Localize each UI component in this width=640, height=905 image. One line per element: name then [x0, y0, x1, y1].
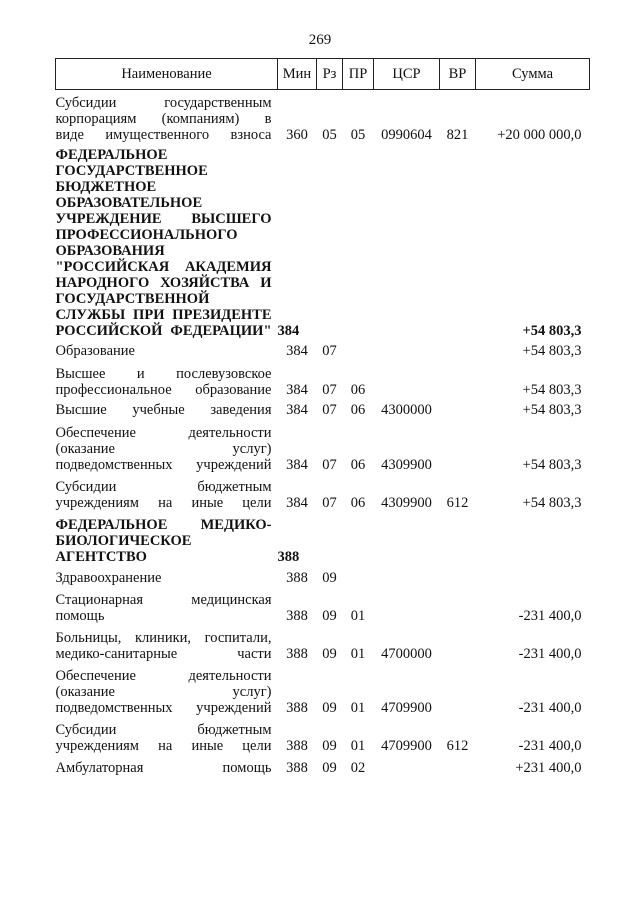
- row-name-line: НАРОДНОГО ХОЗЯЙСТВА И: [55, 275, 272, 291]
- header-pr: ПР: [343, 59, 374, 90]
- row-name-line: учреждениям на иные цели: [55, 738, 272, 754]
- row-min: 384: [277, 323, 300, 339]
- row-name-line: ГОСУДАРСТВЕННОЕ: [55, 163, 208, 179]
- row-csr: [374, 359, 440, 398]
- row-name-line: АГЕНТСТВО: [55, 549, 147, 565]
- header-min: Мин: [278, 59, 317, 90]
- row-csr: 0990604: [381, 127, 432, 143]
- row-name-line: (оказание услуг): [55, 684, 272, 700]
- row-vr: [440, 398, 476, 418]
- row-rz: 09: [322, 570, 337, 586]
- row-vr: [440, 624, 476, 662]
- row-rz: 09: [322, 700, 337, 716]
- table-row: [56, 624, 590, 662]
- row-pr: 06: [350, 457, 366, 473]
- row-name-line: ФЕДЕРАЛЬНОЕ: [55, 147, 168, 163]
- row-sum: +54 803,3: [522, 457, 582, 473]
- row-csr: [374, 511, 440, 565]
- row-name-line: корпорациям (компаниям) в: [55, 111, 272, 127]
- row-rz: 07: [322, 495, 337, 511]
- row-csr: 4709900: [381, 738, 432, 754]
- row-name-line: профессиональное образование: [55, 382, 272, 398]
- row-name: [56, 90, 278, 144]
- row-pr: 01: [350, 646, 366, 662]
- row-sum: +54 803,3: [522, 402, 582, 418]
- row-name: [56, 339, 278, 359]
- row-name-line: БЮДЖЕТНОЕ: [55, 179, 157, 195]
- row-name: [56, 511, 278, 565]
- row-sum: +20 000 000,0: [497, 127, 582, 143]
- row-name-line: Субсидии государственным: [55, 95, 272, 111]
- table-header-row: [56, 59, 590, 90]
- table-row: [56, 359, 590, 398]
- row-vr: [440, 662, 476, 716]
- table-row: [56, 473, 590, 511]
- row-min: 388: [286, 646, 308, 662]
- row-sum: +54 803,3: [522, 323, 582, 339]
- row-csr: 4709900: [381, 700, 432, 716]
- row-vr: [440, 586, 476, 624]
- table-row: [56, 754, 590, 776]
- row-name-line: ОБРАЗОВАТЕЛЬНОЕ: [55, 195, 203, 211]
- row-vr: [440, 339, 476, 359]
- table-row: [56, 662, 590, 716]
- row-min: 388: [286, 570, 308, 586]
- row-name-line: УЧРЕЖДЕНИЕ ВЫСШЕГО: [55, 211, 272, 227]
- row-pr: [343, 511, 374, 565]
- row-name-line: ОБРАЗОВАНИЯ: [55, 243, 165, 259]
- row-sum: [476, 511, 590, 565]
- row-csr: 4700000: [381, 646, 432, 662]
- row-vr: 612: [446, 738, 469, 754]
- row-name-line: Обеспечение деятельности: [55, 425, 272, 441]
- row-name-line: Больницы, клиники, госпитали,: [55, 630, 272, 646]
- row-name: [56, 586, 278, 624]
- table-row: [56, 90, 590, 144]
- row-pr: [343, 143, 374, 339]
- row-min: 384: [286, 382, 308, 398]
- row-sum: +54 803,3: [522, 495, 582, 511]
- page-number: 269: [308, 32, 332, 48]
- row-vr: [440, 418, 476, 473]
- row-name-line: ГОСУДАРСТВЕННОЙ: [55, 291, 210, 307]
- row-min: 388: [286, 608, 308, 624]
- row-vr: 821: [446, 127, 469, 143]
- row-name: [56, 473, 278, 511]
- row-pr: 01: [350, 738, 366, 754]
- row-name-line: медико-санитарные части: [55, 646, 272, 662]
- row-csr: [374, 565, 440, 586]
- row-name-line: (оказание услуг): [55, 441, 272, 457]
- table-row: [56, 565, 590, 586]
- row-name: [56, 143, 278, 339]
- row-name-line: Высшие учебные заведения: [55, 402, 272, 418]
- row-vr: [440, 143, 476, 339]
- budget-table: [55, 58, 590, 776]
- row-name-line: Обеспечение деятельности: [55, 668, 272, 684]
- header-vr: ВР: [440, 59, 476, 90]
- row-rz: [317, 511, 343, 565]
- row-min: 384: [286, 457, 308, 473]
- header-sum: Сумма: [476, 59, 590, 90]
- row-rz: 05: [322, 127, 337, 143]
- row-pr: 01: [350, 700, 366, 716]
- row-name-line: Высшее и послевузовское: [55, 366, 272, 382]
- row-pr: 02: [350, 760, 366, 776]
- row-name-line: БИОЛОГИЧЕСКОЕ: [55, 533, 192, 549]
- row-pr: [343, 565, 374, 586]
- row-csr: 4309900: [381, 457, 432, 473]
- row-min: 388: [286, 760, 308, 776]
- row-sum: -231 400,0: [518, 646, 582, 662]
- row-name: [56, 359, 278, 398]
- row-name: [56, 716, 278, 754]
- row-name: [56, 418, 278, 473]
- row-name-line: ПРОФЕССИОНАЛЬНОГО: [55, 227, 238, 243]
- table-row: [56, 716, 590, 754]
- row-csr: [374, 143, 440, 339]
- row-name-line: учреждениям на иные цели: [55, 495, 272, 511]
- row-rz: [317, 143, 343, 339]
- row-name: [56, 398, 278, 418]
- row-min: 384: [286, 402, 308, 418]
- row-name: [56, 624, 278, 662]
- row-sum: -231 400,0: [518, 608, 582, 624]
- row-sum: -231 400,0: [518, 700, 582, 716]
- row-name-line: подведомственных учреждений: [55, 700, 272, 716]
- row-name-line: Субсидии бюджетным: [55, 479, 272, 495]
- row-name-line: Стационарная медицинская: [55, 592, 272, 608]
- row-rz: 07: [322, 457, 337, 473]
- row-min: 384: [286, 495, 308, 511]
- table-row: [56, 339, 590, 359]
- row-rz: 09: [322, 646, 337, 662]
- row-sum: +231 400,0: [515, 760, 582, 776]
- row-name-line: "РОССИЙСКАЯ АКАДЕМИЯ: [55, 259, 272, 275]
- row-rz: 09: [322, 760, 337, 776]
- table-row: [56, 398, 590, 418]
- row-csr: [374, 586, 440, 624]
- row-pr: 01: [350, 608, 366, 624]
- row-csr: [374, 339, 440, 359]
- row-sum: +54 803,3: [522, 343, 582, 359]
- row-rz: 07: [322, 402, 337, 418]
- table-row: [56, 586, 590, 624]
- row-vr: 612: [446, 495, 469, 511]
- header-csr: ЦСР: [374, 59, 440, 90]
- row-pr: 06: [350, 402, 366, 418]
- row-pr: [343, 339, 374, 359]
- row-csr: 4300000: [381, 402, 432, 418]
- row-name-line: Амбулаторная помощь: [55, 760, 272, 776]
- row-vr: [440, 359, 476, 398]
- row-rz: 09: [322, 738, 337, 754]
- row-min: 388: [277, 549, 300, 565]
- row-sum: [476, 565, 590, 586]
- row-min: 388: [286, 700, 308, 716]
- row-min: 388: [286, 738, 308, 754]
- row-sum: +54 803,3: [522, 382, 582, 398]
- row-sum: -231 400,0: [518, 738, 582, 754]
- row-min: 384: [286, 343, 308, 359]
- header-rz: Рз: [317, 59, 343, 90]
- header-name: Наименование: [56, 59, 278, 90]
- row-pr: 06: [350, 382, 366, 398]
- table-row: [56, 511, 590, 565]
- row-name: [56, 754, 278, 776]
- row-name-line: виде имущественного взноса: [55, 127, 272, 143]
- row-name-line: Субсидии бюджетным: [55, 722, 272, 738]
- row-name-line: ФЕДЕРАЛЬНОЕ МЕДИКО-: [55, 517, 272, 533]
- row-min: 360: [286, 127, 308, 143]
- row-csr: 4309900: [381, 495, 432, 511]
- row-name-line: подведомственных учреждений: [55, 457, 272, 473]
- row-name: [56, 565, 278, 586]
- row-rz: 09: [322, 608, 337, 624]
- row-name-line: помощь: [55, 608, 105, 624]
- row-name-line: Здравоохранение: [55, 570, 162, 586]
- row-pr: 06: [350, 495, 366, 511]
- row-name-line: Образование: [55, 343, 135, 359]
- table-row: [56, 418, 590, 473]
- row-csr: [374, 754, 440, 776]
- table-row: [56, 143, 590, 339]
- row-rz: 07: [322, 343, 337, 359]
- row-vr: [440, 754, 476, 776]
- row-name-line: СЛУЖБЫ ПРИ ПРЕЗИДЕНТЕ: [55, 307, 272, 323]
- row-name: [56, 662, 278, 716]
- row-rz: 07: [322, 382, 337, 398]
- row-vr: [440, 511, 476, 565]
- row-name-line: РОССИЙСКОЙ ФЕДЕРАЦИИ": [55, 323, 272, 339]
- row-pr: 05: [350, 127, 366, 143]
- row-vr: [440, 565, 476, 586]
